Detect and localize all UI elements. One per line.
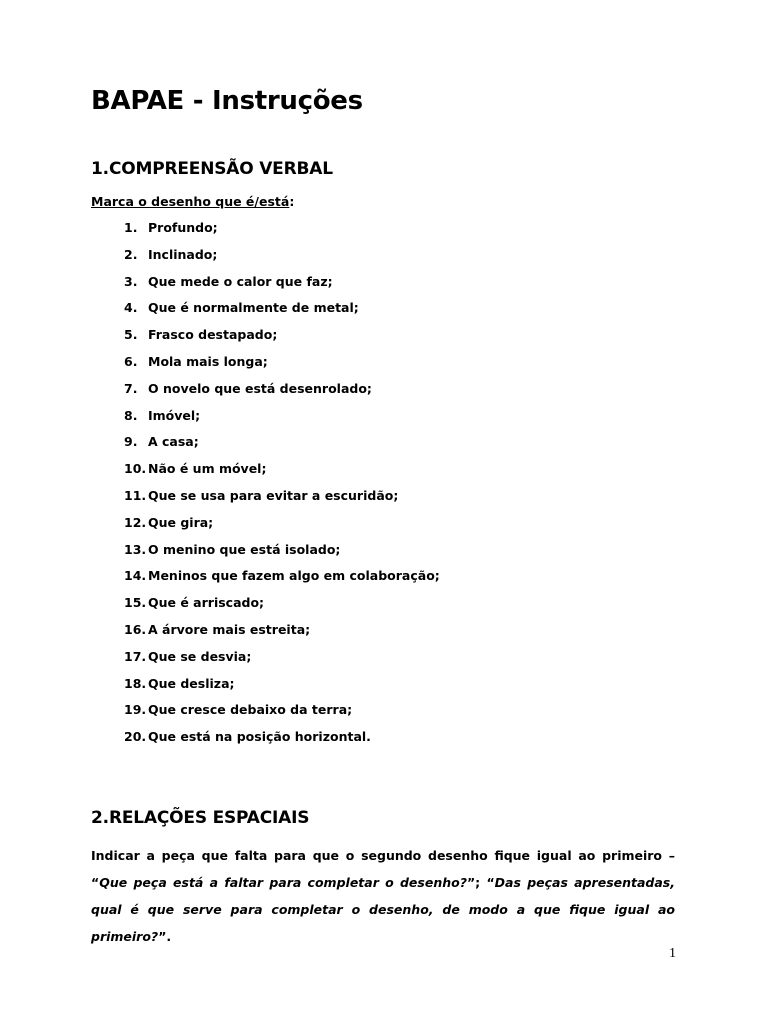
list-item-text: O novelo que está desenrolado;: [148, 380, 372, 396]
section-heading-relacoes-espaciais: [91, 808, 309, 828]
list-item-text: Que está na posição horizontal.: [148, 729, 371, 745]
list-item-number: 5.: [124, 327, 138, 343]
list-item-number: 12.: [124, 514, 147, 530]
list-item-text: Profundo;: [148, 220, 218, 235]
section-number: 2.: [91, 808, 109, 828]
list-item-number: 17.: [124, 648, 147, 664]
page-number: 1: [669, 946, 676, 961]
list-item-text: Que é arriscado;: [148, 595, 265, 611]
list-item-text: Que se usa para evitar a escuridão;: [148, 487, 399, 503]
section-heading-compreensao-verbal: [91, 159, 333, 179]
paragraph-text: ”; “: [466, 875, 495, 890]
list-item-text: O menino que está isolado;: [148, 541, 341, 557]
list-item-text: Que cresce debaixo da terra;: [148, 702, 353, 718]
list-item-number: 10.: [124, 461, 147, 477]
list-item-number: 11.: [124, 487, 147, 503]
list-item-number: 6.: [124, 353, 138, 369]
list-item-number: 4.: [124, 300, 138, 316]
paragraph-text: ”.: [158, 929, 172, 944]
list-item-text: Meninos que fazem algo em colaboração;: [148, 568, 440, 584]
list-item-number: 2.: [124, 246, 138, 262]
list-item-text: A casa;: [148, 434, 199, 450]
list-item-text: Que desliza;: [148, 675, 235, 691]
list-item-number: 15.: [124, 595, 147, 611]
list-item-number: 9.: [124, 434, 138, 450]
list-item-number: 13.: [124, 541, 147, 557]
paragraph-italic-question: Das peças apresentadas, qual é que serve para completar o desenho, de modo a que fique igual ao primeiro?: [91, 875, 675, 944]
section-intro: [91, 194, 294, 209]
list-item-number: 3.: [124, 273, 138, 289]
list-item-number: 14.: [124, 568, 147, 584]
list-item-text: Que é normalmente de metal;: [148, 300, 359, 316]
list-item-number: 7.: [124, 380, 138, 396]
list-item-text: Frasco destapado;: [148, 327, 278, 343]
intro-tail: :: [289, 194, 295, 209]
list-item-text: Que gira;: [148, 514, 214, 530]
list-item-number: 8.: [124, 407, 138, 423]
list-item-number: 20.: [124, 729, 147, 745]
section-number: 1.: [91, 159, 109, 179]
paragraph-italic-question: Que peça está a faltar para completar o desenho?: [99, 875, 467, 890]
list-item-text: Imóvel;: [148, 407, 201, 423]
section-paragraph: [91, 842, 675, 950]
list-item-text: Inclinado;: [148, 246, 218, 262]
list-item-number: 1.: [124, 220, 138, 235]
list-item-text: A árvore mais estreita;: [148, 621, 311, 637]
section-title: COMPREENSÃO VERBAL: [109, 159, 333, 179]
list-item-number: 19.: [124, 702, 147, 718]
list-item-text: Que se desvia;: [148, 648, 252, 664]
list-item-text: Que mede o calor que faz;: [148, 273, 333, 289]
list-item-number: 18.: [124, 675, 147, 691]
list-item-text: Mola mais longa;: [148, 353, 268, 369]
list-item-text: Não é um móvel;: [148, 461, 267, 477]
intro-underlined-text: Marca o desenho que é/está: [91, 194, 290, 209]
list-item-number: 16.: [124, 621, 147, 637]
document-title: BAPAE - Instruções: [91, 86, 363, 116]
paragraph-text: Indicar a peça que falta para que o segundo desenho fique igual ao primeiro – “: [91, 848, 675, 890]
section-title: RELAÇÕES ESPACIAIS: [109, 808, 310, 828]
